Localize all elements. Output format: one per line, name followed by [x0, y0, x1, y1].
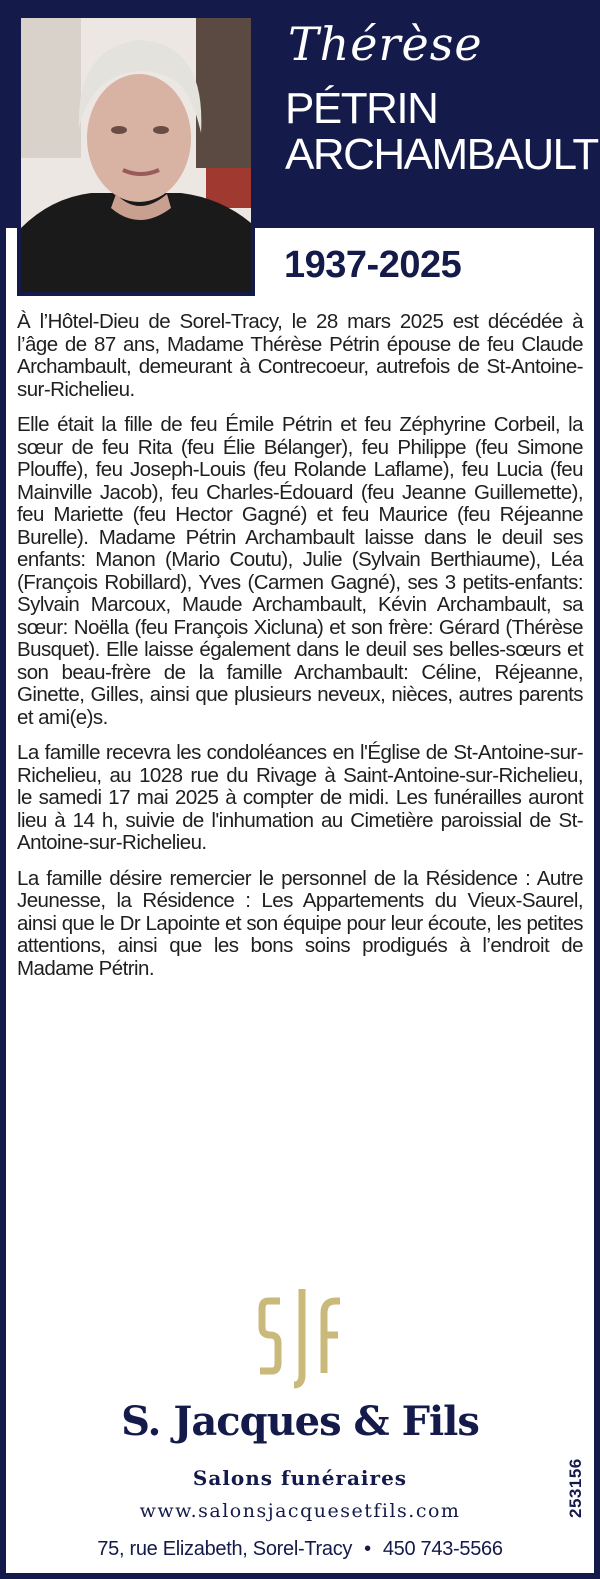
obituary-body — [17, 311, 583, 993]
ad-number: 253156 — [566, 1458, 585, 1518]
funeral-home-phone[interactable]: 450 743-5566 — [382, 1538, 503, 1560]
funeral-home-website[interactable]: www.salonsjacquesetfils.com — [139, 1500, 461, 1522]
funeral-home-subtitle: Salons funéraires — [192, 1466, 408, 1490]
last-name-line-1: PÉTRIN — [285, 84, 438, 133]
bullet-separator: • — [364, 1538, 371, 1560]
life-years: 1937-2025 — [284, 244, 462, 286]
funeral-home-contact — [0, 1538, 600, 1561]
paragraph-death-notice: À l’Hôtel-Dieu de Sorel-Tracy, le 28 mars 2025 est décédée à l’âge de 87 ans, Madame Thérèse Pétrin épouse de feu Claude Archambault, demeurant à Contrecoeur, autrefois de St-Antoine-sur-Richelieu. — [17, 310, 583, 401]
paragraph-condolences: La famille recevra les condoléances en l'Église de St-Antoine-sur-Richelieu, au 1028 rue du Rivage à Saint-Antoine-sur-Richelieu, le samedi 17 mai 2025 à compter de midi. Les funérailles auront lieu à 14 h, suivie de l'inhumation au Cimetière paroissial de St-Antoine-sur-Richelieu. — [17, 741, 583, 854]
first-name: Thérèse — [288, 17, 483, 71]
funeral-home-name: S. Jacques & Fils — [121, 1398, 479, 1445]
monogram-icon — [240, 1283, 360, 1393]
funeral-home-address: 75, rue Elizabeth, Sorel-Tracy — [97, 1538, 353, 1560]
paragraph-thanks: La famille désire remercier le personnel de la Résidence : Autre Jeunesse, la Résidence : Les Appartements du Vieux-Saurel, ainsi que le Dr Lapointe et son équipe pour leur écoute, les petites attentions, ainsi que les bons soins prodigués à l’endroit de Madame Pétrin. — [17, 866, 583, 980]
portrait-icon — [21, 18, 251, 292]
last-name-line-2: ARCHAMBAULT — [285, 130, 598, 179]
portrait-photo — [17, 14, 255, 296]
paragraph-family: Elle était la fille de feu Émile Pétrin et feu Zéphyrine Corbeil, la sœur de feu Rita (feu Élie Bélanger), feu Philippe (feu Simone Plouffe), feu Joseph-Louis (feu Rolande Laflame), feu Lucia (feu Mainville Jacob), feu Charles-Édouard (feu Jeanne Guillemette), feu Mariette (feu Hector Gagné) et feu Maurice (feu Réjeanne Burelle). Madame Pétrin Archambault laisse dans le deuil ses enfants: Manon (Mario Coutu), Julie (Sylvain Berthiaume), Léa (François Robillard), Yves (Carmen Gagné), ses 3 petits-enfants: Sylvain Marcoux, Maude Archambault, Kévin Archambault, sa sœur: Noëlla (feu François Xicluna) et son frère: Gérard (Thérèse Busquet). Elle laisse également dans le deuil ses belles-sœurs et son beau-frère de la famille Archambault: Céline, Réjeanne, Ginette, Gilles, ainsi que plusieurs neveux, nièces, autres parents et ami(e)s. — [17, 413, 583, 729]
sjf-monogram-logo — [240, 1283, 360, 1393]
last-name — [285, 86, 598, 178]
